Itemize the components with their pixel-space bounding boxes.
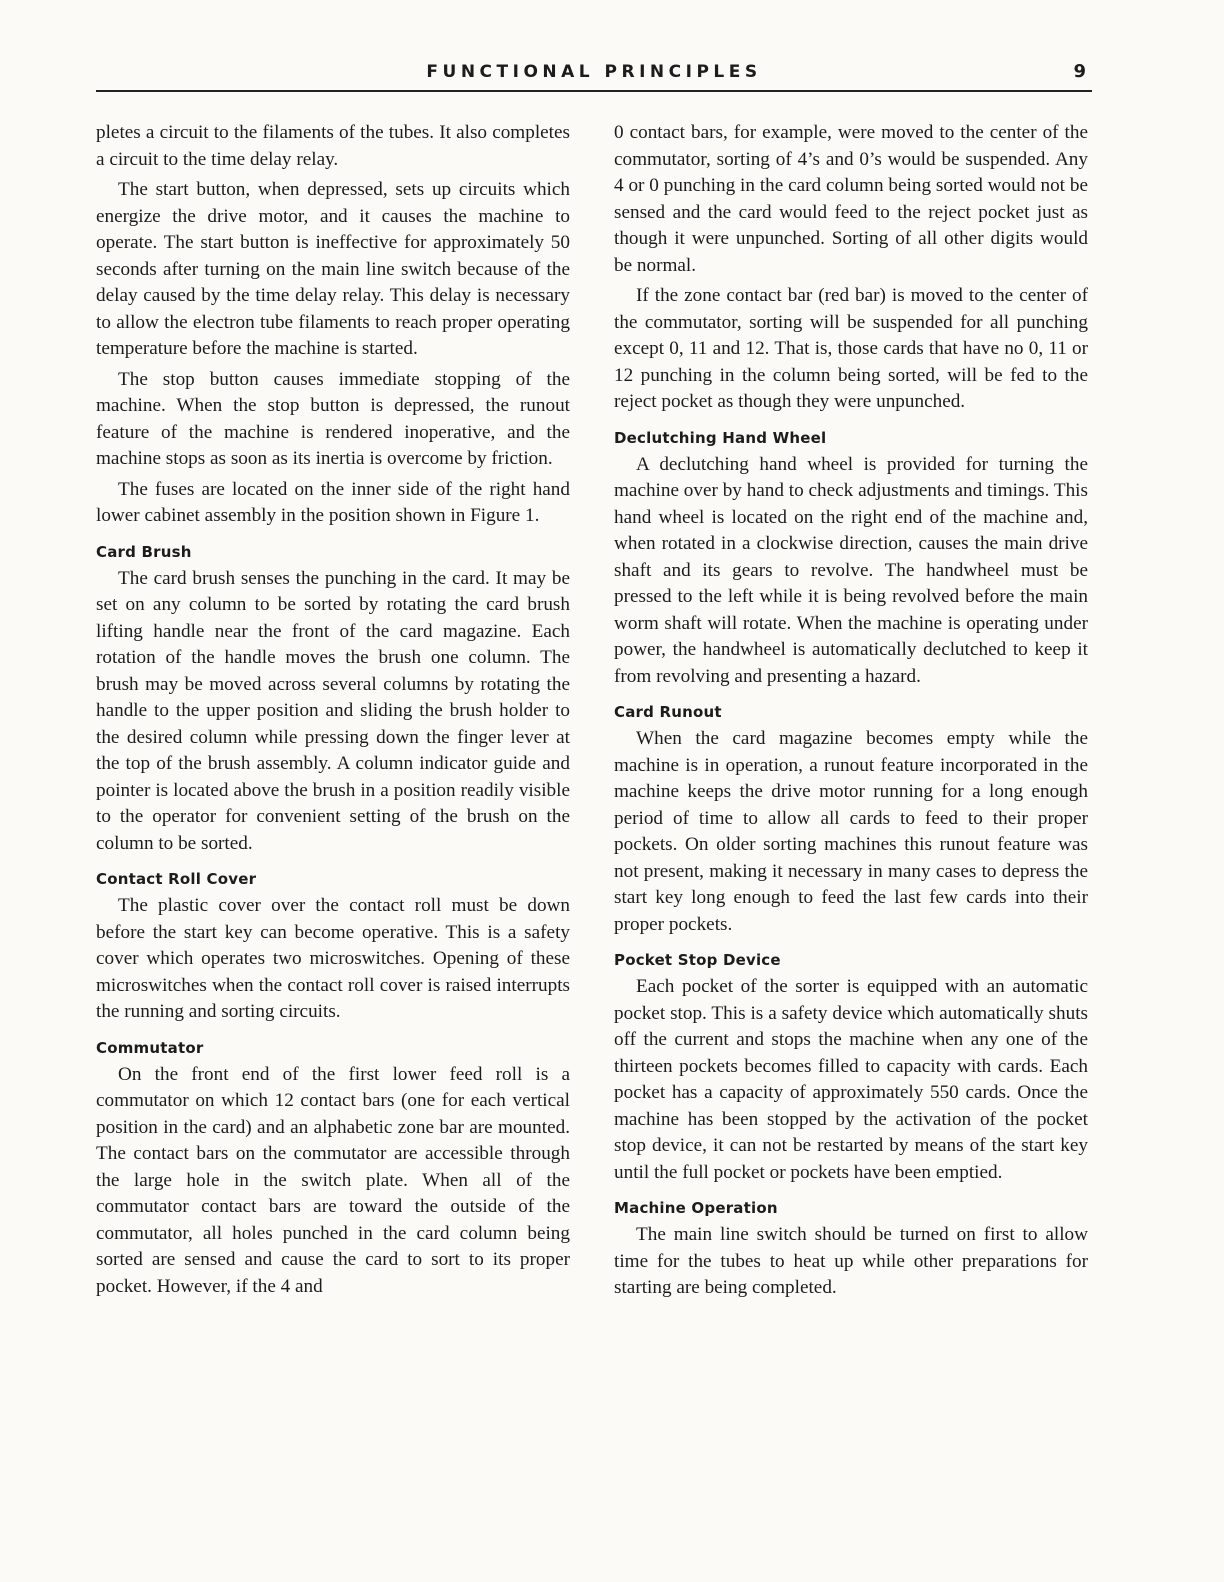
paragraph: The plastic cover over the contact roll must be down before the start key can become operative. This is a safety cover which operates two microswitches. Opening of these microswitches when the contact roll cover is raised interrupts the running and sorting circuits. (96, 895, 570, 1022)
paragraph: When the card magazine becomes empty while the machine is in operation, a runout feature incorporated in the machine keeps the drive motor running for a long enough period of time to allow all cards to feed to their proper pockets. On older sorting machines this runout feature was not present, making it necessary in many cases to depress the start key long enough to feed the last few cards into their proper pockets. (614, 728, 1088, 935)
section-heading-commutator: Commutator (96, 1038, 204, 1057)
page-number: 9 (1073, 61, 1086, 82)
paragraph: The stop button causes immediate stopping of the machine. When the stop button is depressed, the runout feature of the machine is rendered inoperative, and the machine stops as soon as its inertia is overcome by friction. (96, 368, 570, 469)
paragraph: A declutching hand wheel is provided for turning the machine over by hand to check adjustments and timings. This hand wheel is located on the right end of the machine and, when rotated in a clockwise direction, causes the main drive shaft and its gears to revolve. The handwheel must be pressed to the left while it is being revolved before the main worm shaft will rotate. When the machine is operating under power, the handwheel is automatically declutched to keep it from revolving and presenting a hazard. (614, 453, 1088, 687)
paragraph: The start button, when depressed, sets up circuits which energize the drive motor, and it causes the machine to operate. The start button is ineffective for approximately 50 seconds after turning on the main line switch because of the delay caused by the time delay relay. This delay is necessary to allow the electron tube filaments to reach proper operating temperature before the machine is started. (96, 179, 570, 359)
paragraph: If the zone contact bar (red bar) is moved to the center of the commutator, sorting will be suspended for all punching except 0, 11 and 12. That is, those cards that have no 0, 11 or 12 punching in the column being sorted, will be fed to the reject pocket as though they were unpunched. (614, 285, 1088, 412)
paragraph: 0 contact bars, for example, were moved to the center of the commutator, sorting of 4’s and 0’s would be suspended. Any 4 or 0 punching in the card column being sorted would not be sensed and the card would feed to the reject pocket just as though it were unpunched. Sorting of all other digits would be normal. (614, 122, 1088, 276)
left-column (96, 120, 570, 1304)
section-heading-declutching-hand-wheel: Declutching Hand Wheel (614, 428, 827, 447)
running-title: FUNCTIONAL PRINCIPLES (426, 62, 762, 82)
paragraph: On the front end of the first lower feed roll is a commutator on which 12 contact bars (one for each vertical position in the card) and an alphabetic zone bar are mounted. The contact bars on the commutator are accessible through the large hole in the switch plate. When all of the commutator contact bars are toward the outside of the commutator, all holes punched in the card column being sorted are sensed and cause the card to sort to its proper pocket. However, if the 4 and (96, 1063, 570, 1297)
paragraph: Each pocket of the sorter is equipped with an automatic pocket stop. This is a safety device which automatically shuts off the current and stops the machine when any one of the thirteen pockets becomes filled to capacity with cards. Each pocket has a capacity of approximately 550 cards. Once the machine has been stopped by the activation of the pocket stop device, it can not be restarted by means of the start key until the full pocket or pockets have been emptied. (614, 976, 1088, 1183)
section-heading-pocket-stop-device: Pocket Stop Device (614, 951, 781, 969)
section-heading-machine-operation: Machine Operation (614, 1199, 778, 1217)
section-heading-card-brush: Card Brush (96, 542, 192, 561)
page-header (96, 58, 1092, 92)
paragraph: The fuses are located on the inner side of the right hand lower cabinet assembly in the position shown in Figure 1. (96, 478, 570, 526)
section-heading-card-runout: Card Runout (614, 703, 722, 721)
paragraph: pletes a circuit to the filaments of the tubes. It also completes a circuit to the time delay relay. (96, 122, 570, 170)
section-heading-contact-roll-cover: Contact Roll Cover (96, 870, 257, 888)
right-column (614, 120, 1088, 1306)
paragraph: The card brush senses the punching in the card. It may be set on any column to be sorted by rotating the card brush lifting handle near the front of the card magazine. Each rotation of the handle moves the brush one column. The brush may be moved across several columns by rotating the handle to the upper position and sliding the brush holder to the desired column while pressing down the finger lever at the top of the brush assembly. A column indicator guide and pointer is located above the brush in a position readily visible to the operator for convenient setting of the brush on the column to be sorted. (96, 567, 570, 854)
paragraph: The main line switch should be turned on first to allow time for the tubes to heat up while other preparations for starting are being completed. (614, 1224, 1088, 1298)
